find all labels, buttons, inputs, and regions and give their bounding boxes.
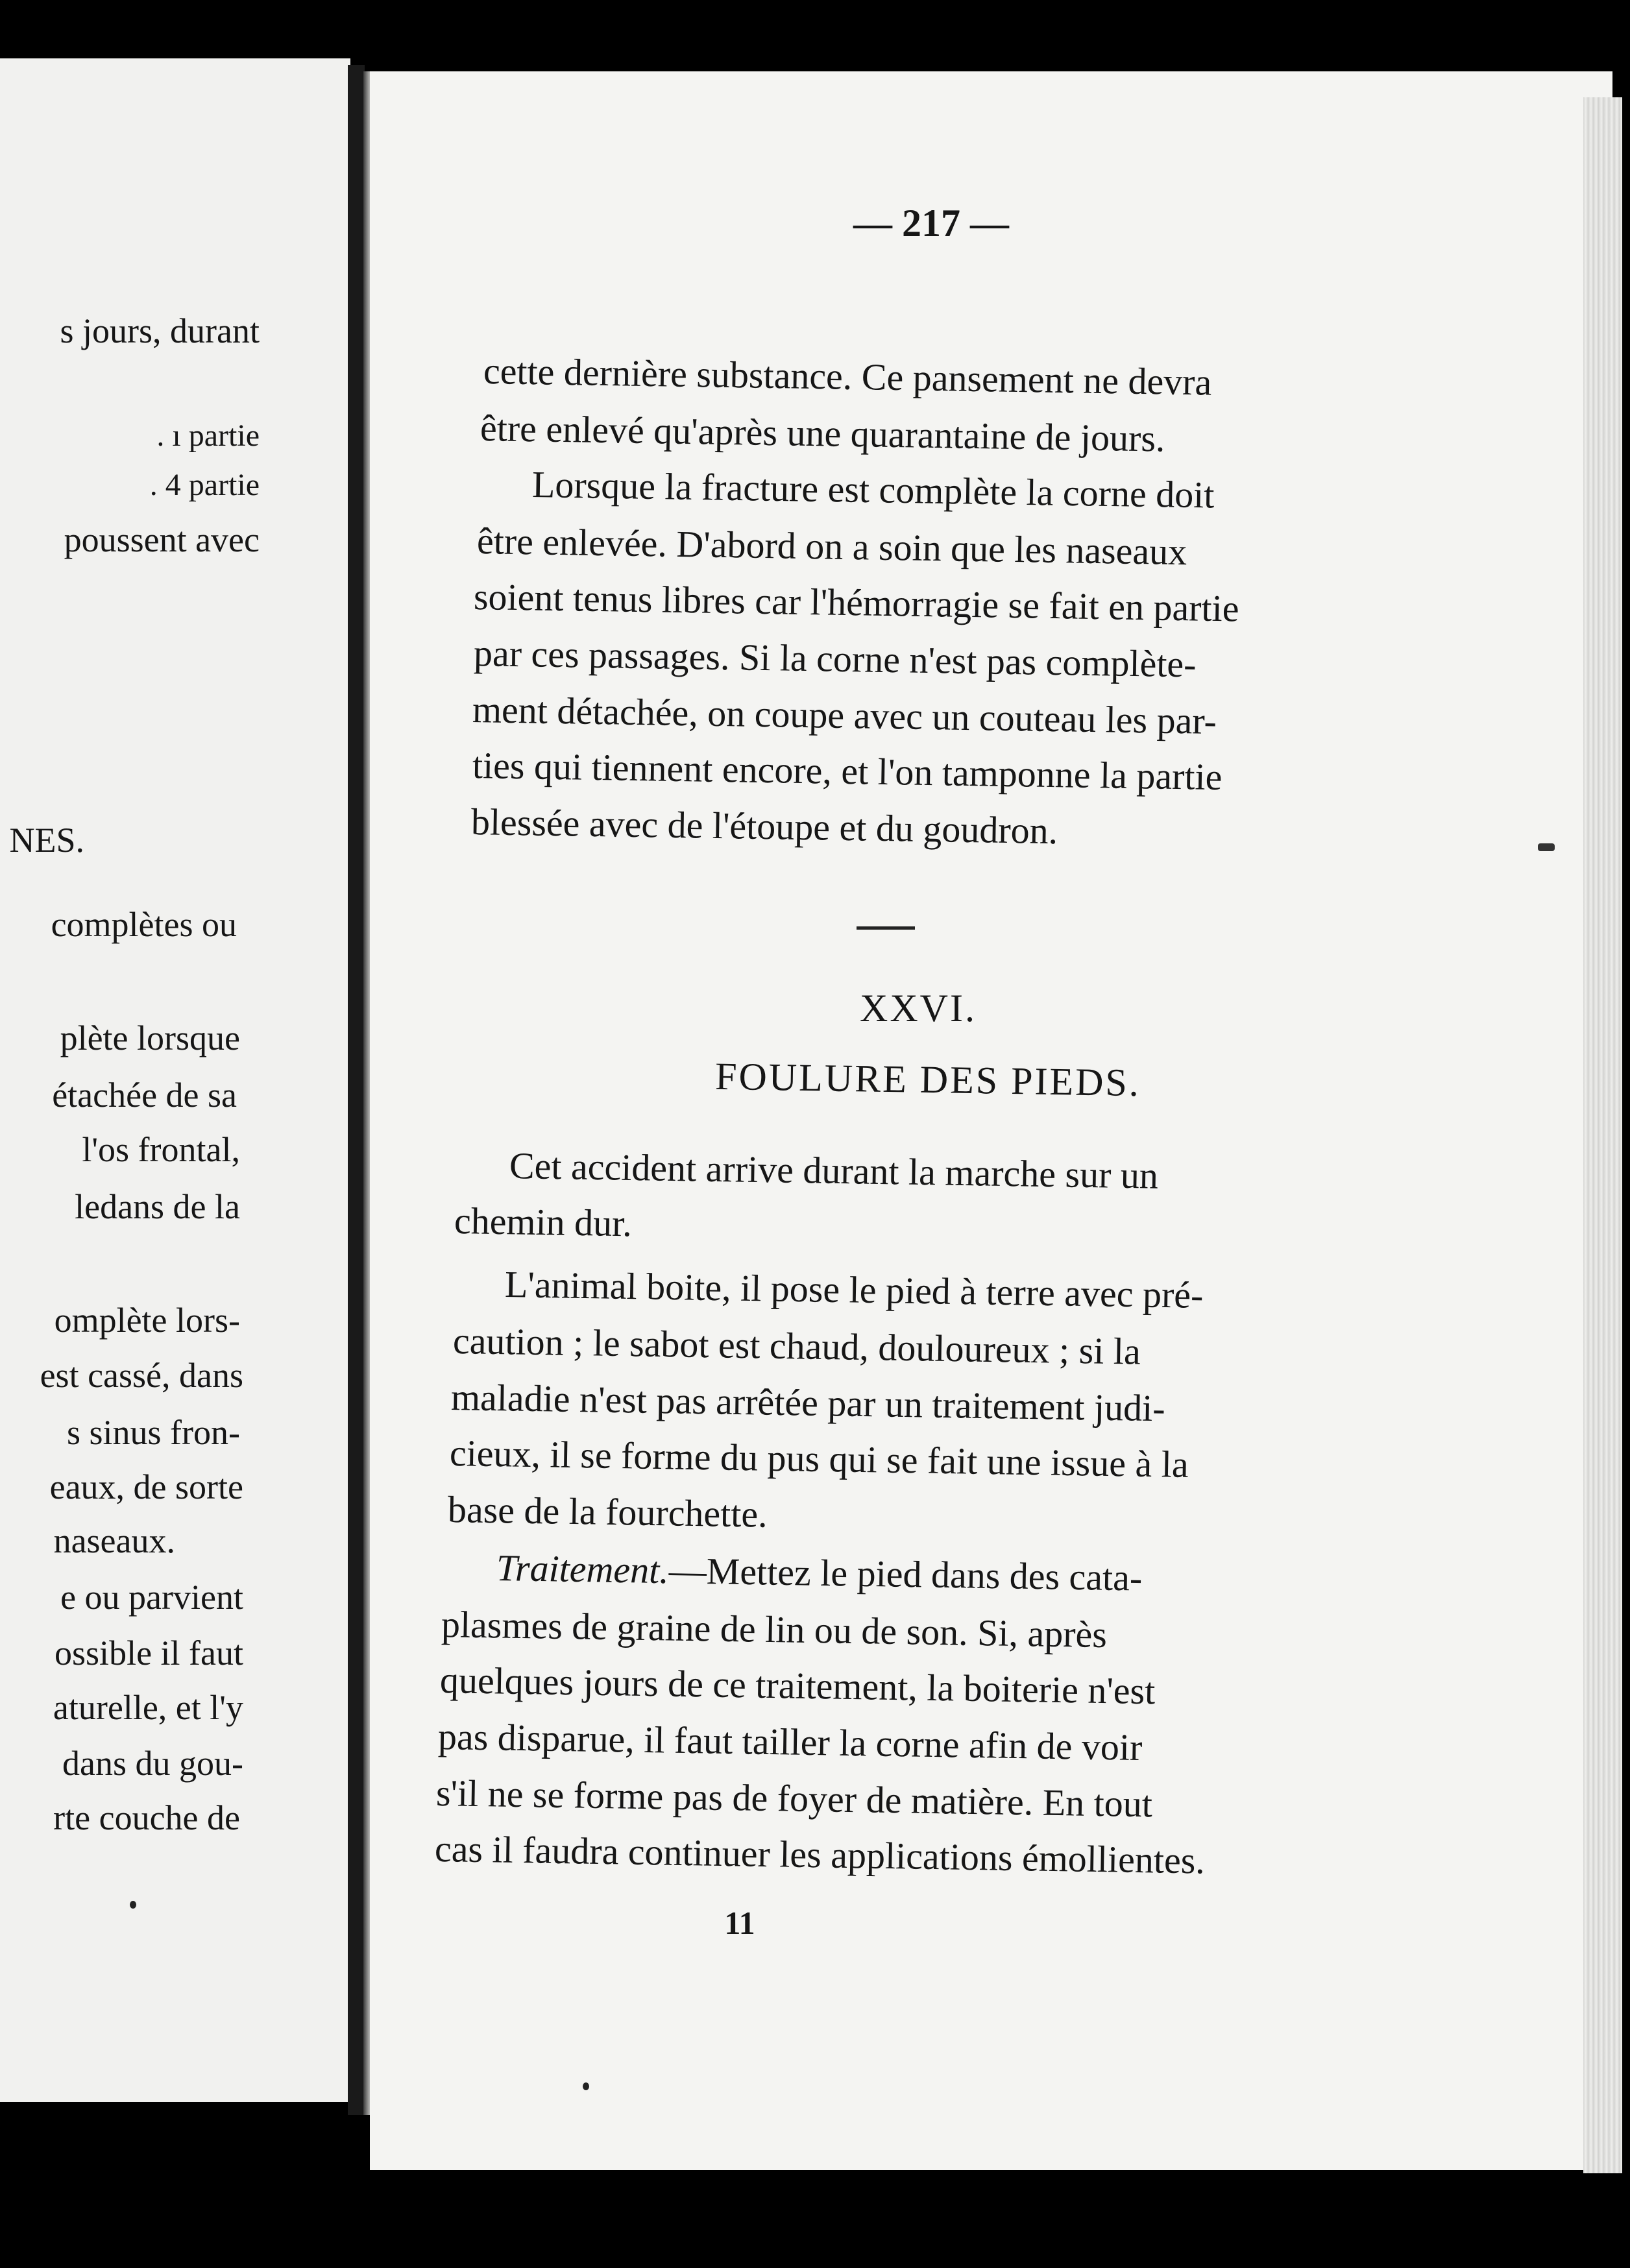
left-line: s sinus fron- bbox=[67, 1413, 240, 1452]
left-line: rte couche de bbox=[53, 1798, 240, 1837]
text-line: cette dernière substance. Ce pansement ne devra bbox=[483, 350, 1212, 404]
text-line: s'il ne se forme pas de foyer de matière. En tout bbox=[435, 1772, 1153, 1826]
left-line: étachée de sa bbox=[52, 1076, 237, 1115]
section-number: XXVI. bbox=[860, 987, 977, 1030]
text-line: chemin dur. bbox=[454, 1200, 633, 1245]
margin-mark bbox=[1538, 843, 1555, 851]
text-line: être enlevé qu'après une quarantaine de jours. bbox=[480, 407, 1165, 460]
left-line: eaux, de sorte bbox=[49, 1467, 243, 1506]
left-line: complètes ou bbox=[51, 905, 237, 944]
text-line: soient tenus libres car l'hémorragie se fait en partie bbox=[473, 575, 1240, 630]
page-edges bbox=[1583, 97, 1622, 2173]
text-line: par ces passages. Si la corne n'est pas complète- bbox=[473, 632, 1197, 686]
left-line: plète lorsque bbox=[60, 1019, 240, 1057]
text-line: Cet accident arrive durant la marche sur un bbox=[509, 1144, 1159, 1197]
text-line: cas il faudra continuer les applications émollientes. bbox=[434, 1828, 1206, 1882]
left-line: . 4 partie bbox=[149, 468, 260, 502]
text-line: quelques jours de ce traitement, la boiterie n'est bbox=[439, 1659, 1156, 1713]
text-line: caution ; le sabot est chaud, douloureux ; si la bbox=[452, 1320, 1141, 1373]
page-number: — 217 — bbox=[853, 202, 1009, 245]
text-line: Lorsque la fracture est complète la corne doit bbox=[531, 463, 1215, 516]
left-page bbox=[0, 58, 350, 2102]
left-line: l'os frontal, bbox=[82, 1130, 240, 1169]
section-title: FOULURE DES PIEDS. bbox=[714, 1054, 1141, 1105]
traitement-label: Traitement. bbox=[496, 1547, 670, 1592]
left-line: est cassé, dans bbox=[40, 1356, 243, 1395]
signature-mark: 11 bbox=[724, 1905, 755, 1941]
book-gutter bbox=[348, 65, 365, 2115]
left-line: ossible il faut bbox=[55, 1634, 243, 1672]
text-line: pas disparue, il faut tailler la corne afin de voir bbox=[437, 1715, 1143, 1769]
text-line: blessée avec de l'étoupe et du goudron. bbox=[470, 801, 1058, 852]
text-line: être enlevée. D'abord on a soin que les naseaux bbox=[476, 520, 1187, 573]
left-line: s jours, durant bbox=[60, 311, 260, 350]
text-line-continuation: —Mettez le pied dans des cata- bbox=[668, 1549, 1143, 1599]
ink-speck bbox=[583, 2082, 589, 2090]
left-line: e ou parvient bbox=[60, 1578, 243, 1617]
text-line: L'animal boite, il pose le pied à terre avec pré- bbox=[504, 1263, 1204, 1316]
text-line: plasmes de graine de lin ou de son. Si, après bbox=[441, 1603, 1108, 1656]
left-line: poussent avec bbox=[64, 520, 260, 559]
text-line: ment détachée, on coupe avec un couteau les par- bbox=[472, 688, 1217, 743]
left-line: ledans de la bbox=[75, 1187, 240, 1226]
text-line: ties qui tiennent encore, et l'on tamponne la partie bbox=[472, 744, 1222, 799]
left-line: omplète lors- bbox=[54, 1301, 240, 1340]
text-line: base de la fourchette. bbox=[447, 1488, 768, 1536]
left-line: dans du gou- bbox=[62, 1744, 243, 1783]
left-line: NES. bbox=[9, 821, 84, 860]
left-line: . ı partie bbox=[156, 418, 260, 453]
ink-speck bbox=[130, 1901, 136, 1909]
left-line: aturelle, et l'y bbox=[53, 1688, 243, 1727]
text-line: cieux, il se forme du pus qui se fait une issue à la bbox=[449, 1432, 1189, 1486]
section-divider bbox=[857, 926, 915, 930]
text-line: maladie n'est pas arrêtée par un traitement judi- bbox=[450, 1376, 1166, 1430]
left-line: naseaux. bbox=[53, 1521, 175, 1560]
